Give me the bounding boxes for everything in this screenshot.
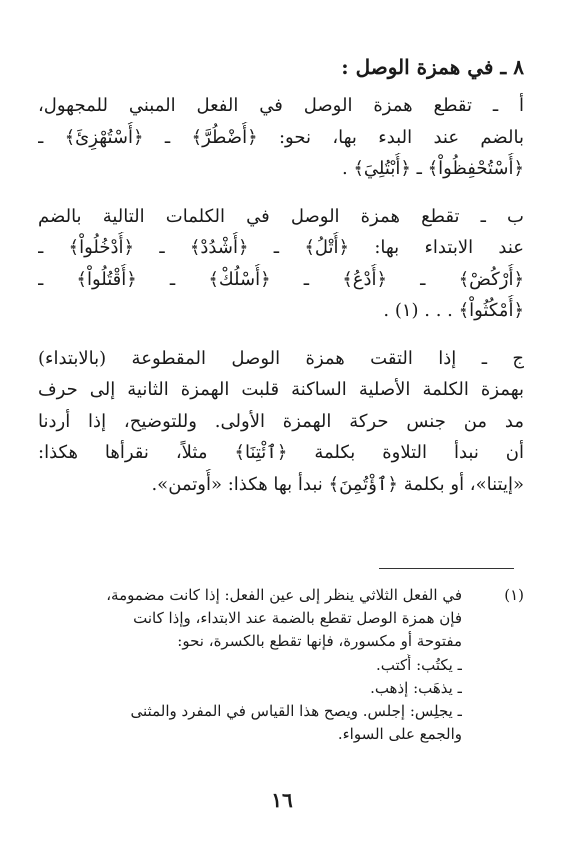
paragraph-a	[38, 90, 524, 185]
footnote-body	[42, 584, 462, 746]
section-heading: ٨ ـ في همزة الوصل :	[341, 55, 524, 79]
text-line: ﴿أُسْتُحْفِظُواْ﴾ ـ ﴿أُبْتُلِيَ﴾ .	[341, 158, 524, 179]
text-line: «إيتنا»، أو بكلمة ﴿ٱؤْتُمِنَ﴾ نبدأ بها هكذا: «أُوتمن».	[151, 473, 524, 495]
page-number: ١٦	[271, 788, 293, 812]
text-line: ﴿أُمْكُثُواْ﴾ . . . (١) .	[383, 300, 524, 321]
text-line: بالضم عند البدء بها، نحو: ﴿أُضْطُرَّ﴾ ـ ﴿أُسْتُهْزِئَ﴾ ـ	[38, 126, 524, 148]
footnote-separator	[379, 568, 514, 569]
footnote-line: ـ يجلِس: إجلس. ويصح هذا القياس في المفرد والمثنى	[130, 701, 462, 720]
footnote-line: في الفعل الثلاثي ينظر إلى عين الفعل: إذا كانت مضمومة،	[106, 586, 462, 604]
text-line: أ ـ تقطع همزة الوصل في الفعل المبني للمجهول،	[38, 95, 524, 116]
text-line: ب ـ تقطع همزة الوصل في الكلمات التالية بالضم	[38, 205, 524, 227]
footnote-line: ـ يكتُب: أُكتب.	[375, 655, 462, 674]
paragraph-b	[38, 201, 524, 327]
footnote-marker: (١)	[504, 586, 524, 604]
text-line: ﴿أُرْكُضْ﴾ ـ ﴿أُدْعُ﴾ ـ ﴿أُسْلُكْ﴾ ـ ﴿أُقْتُلُواْ﴾ ـ	[38, 268, 524, 290]
text-line: بهمزة الكلمة الأصلية الساكنة قلبت الهمزة الثانية إلى حرف	[38, 379, 524, 400]
footnote-line: ـ يذهَب: إذهب.	[370, 678, 462, 697]
text-line: ج ـ إذا التقت همزة الوصل المقطوعة (بالابتداء)	[38, 347, 524, 369]
footnote-line: فإن همزة الوصل تقطع بالضمة عند الابتداء، وإذا كانت	[133, 609, 462, 628]
footnote-line: والجمع على السواء.	[337, 725, 462, 744]
text-line: عند الابتداء بها: ﴿أُتْلُ﴾ ـ ﴿أُشْدُدْ﴾ ـ ﴿أُدْخُلُواْ﴾ ـ	[38, 237, 524, 258]
paragraph-c	[38, 343, 524, 501]
footnote-line: مفتوحة أو مكسورة، فإنها تقطع بالكسرة، نحو:	[177, 632, 462, 651]
text-line: أن نبدأ التلاوة بكلمة ﴿ٱئْتِنَا﴾ مثلاً، نقرأها هكذا:	[38, 442, 524, 463]
text-line: مد من جنس حركة الهمزة الأولى. وللتوضيح، إذا أردنا	[38, 410, 524, 432]
main-text	[38, 90, 524, 500]
